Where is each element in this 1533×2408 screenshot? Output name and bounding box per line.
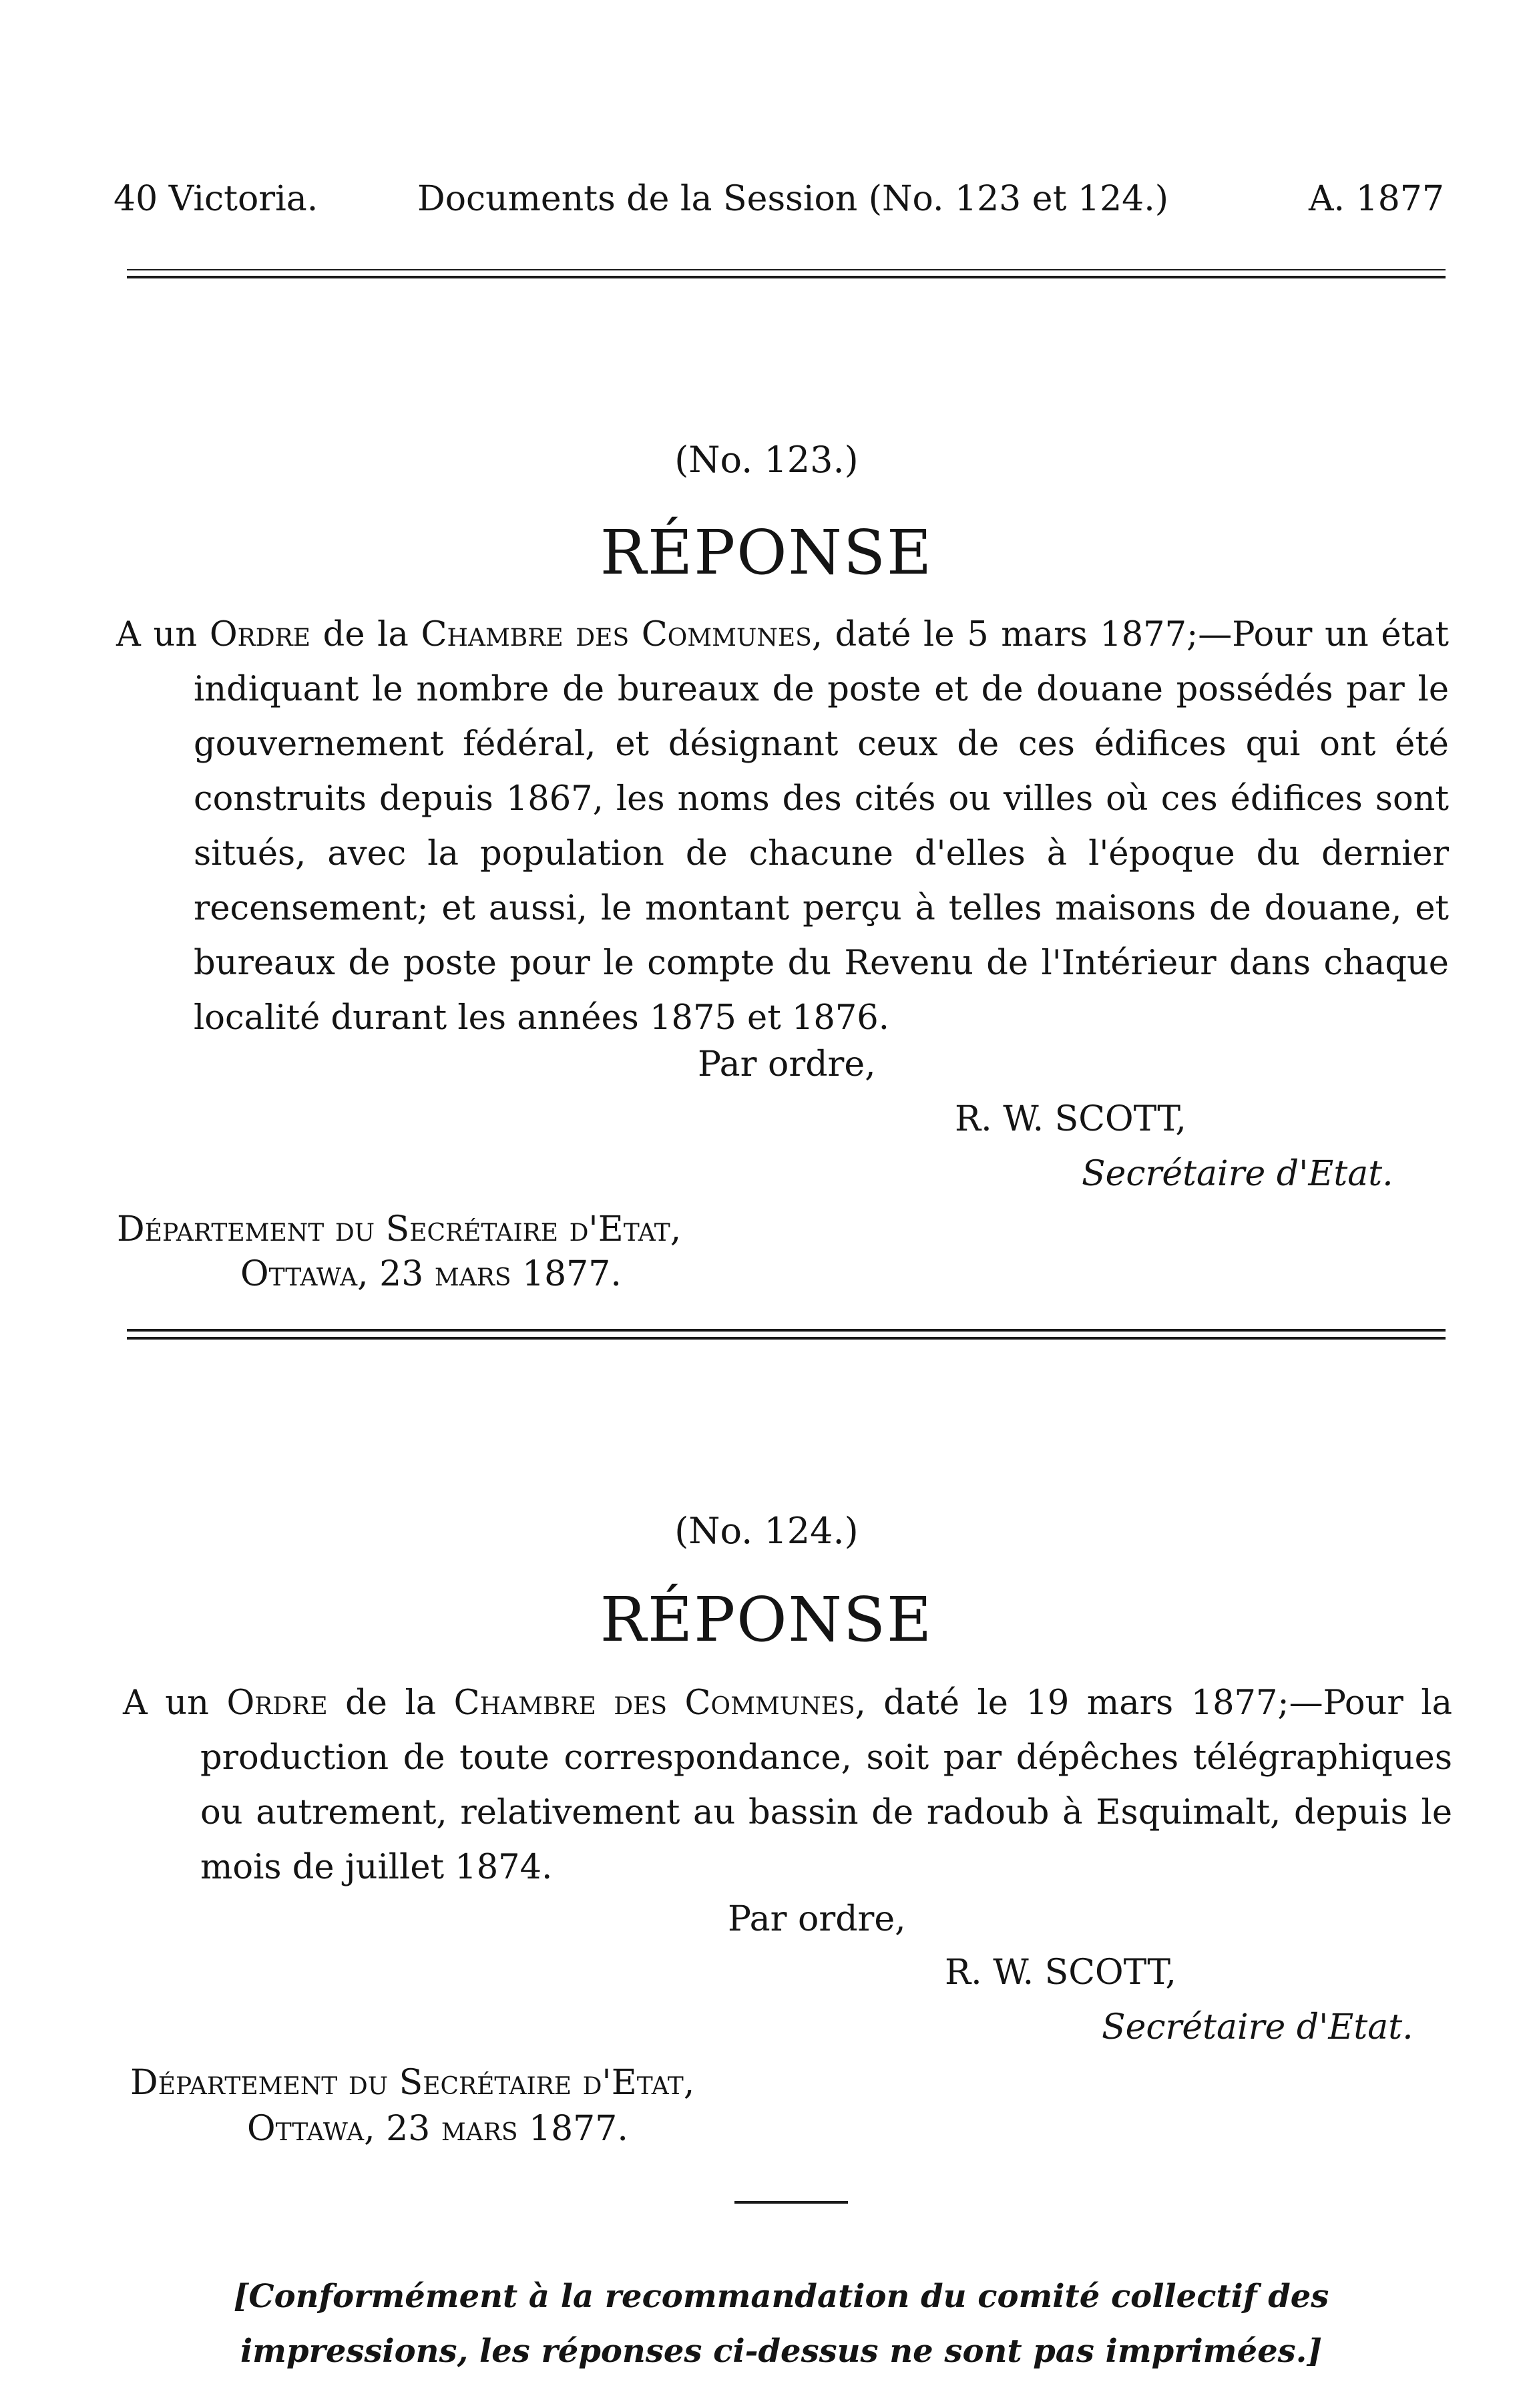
doc1-signer-title: Secrétaire d'Etat. (1082, 1154, 1393, 1194)
doc2-par-ordre: Par ordre, (728, 1899, 906, 1939)
doc1-number: (No. 123.) (674, 439, 859, 481)
doc2-intro-a: A un (123, 1683, 227, 1723)
section-rule-top (127, 1329, 1446, 1332)
doc2-body (123, 1676, 1452, 1895)
doc2-chambre: Chambre des Communes (453, 1683, 855, 1723)
header-right: A. 1877 (1309, 179, 1444, 219)
doc2-body-text: , daté le 19 mars 1877;—Pour la production de toute correspondance, soit par dépêches télégraphiques ou autrement, relativement au bassin de radoub à Esquimalt, depuis le mois de juillet 1874. (200, 1683, 1452, 1887)
doc2-signer-title: Secrétaire d'Etat. (1102, 2007, 1413, 2047)
short-divider (734, 2201, 848, 2204)
doc1-place-date: Ottawa, 23 mars 1877. (240, 1254, 622, 1294)
doc1-body (116, 608, 1450, 1046)
section-rule-bottom (127, 1337, 1446, 1340)
doc2-intro-b: de la (327, 1683, 454, 1723)
doc2-title: RÉPONSE (600, 1584, 933, 1655)
doc1-intro-b: de la (310, 615, 421, 654)
doc2-department: Département du Secrétaire d'Etat, (130, 2063, 695, 2103)
doc2-ordre: Ordre (226, 1683, 328, 1723)
doc1-department: Département du Secrétaire d'Etat, (117, 1209, 682, 1249)
doc2-signer: R. W. SCOTT, (945, 1953, 1176, 1993)
doc1-signer: R. W. SCOTT, (955, 1099, 1186, 1139)
header-left: 40 Victoria. (114, 179, 318, 219)
doc1-chambre: Chambre des Communes (421, 615, 812, 654)
doc1-title: RÉPONSE (600, 517, 933, 588)
footnote: [Conformément à la recommandation du comité collectif des impressions, les réponses ci-dessus ne sont pas imprimées.] (233, 2278, 1329, 2370)
header-rule-top (127, 269, 1446, 270)
header-center: Documents de la Session (No. 123 et 124.) (417, 179, 1169, 219)
doc1-ordre: Ordre (209, 615, 311, 654)
doc1-body-text: , daté le 5 mars 1877;—Pour un état indiquant le nombre de bureaux de poste et de douane possédés par le gouvernement fédéral, et désignant ceux de ces édifices qui ont été construits depuis 1867, les noms des cités ou villes où ces édifices sont situés, avec la population de chacune d'elles à l'époque du dernier recensement; et aussi, le montant perçu à telles maisons de douane, et bureaux de poste pour le compte du Revenu de l'Intérieur dans chaque localité durant les années 1875 et 1876. (194, 615, 1450, 1038)
doc2-place-date: Ottawa, 23 mars 1877. (247, 2109, 628, 2149)
doc1-intro-a: A un (116, 615, 210, 654)
doc1-par-ordre: Par ordre, (698, 1044, 876, 1084)
doc2-number: (No. 124.) (674, 1510, 859, 1552)
header-rule-bottom (127, 276, 1446, 278)
